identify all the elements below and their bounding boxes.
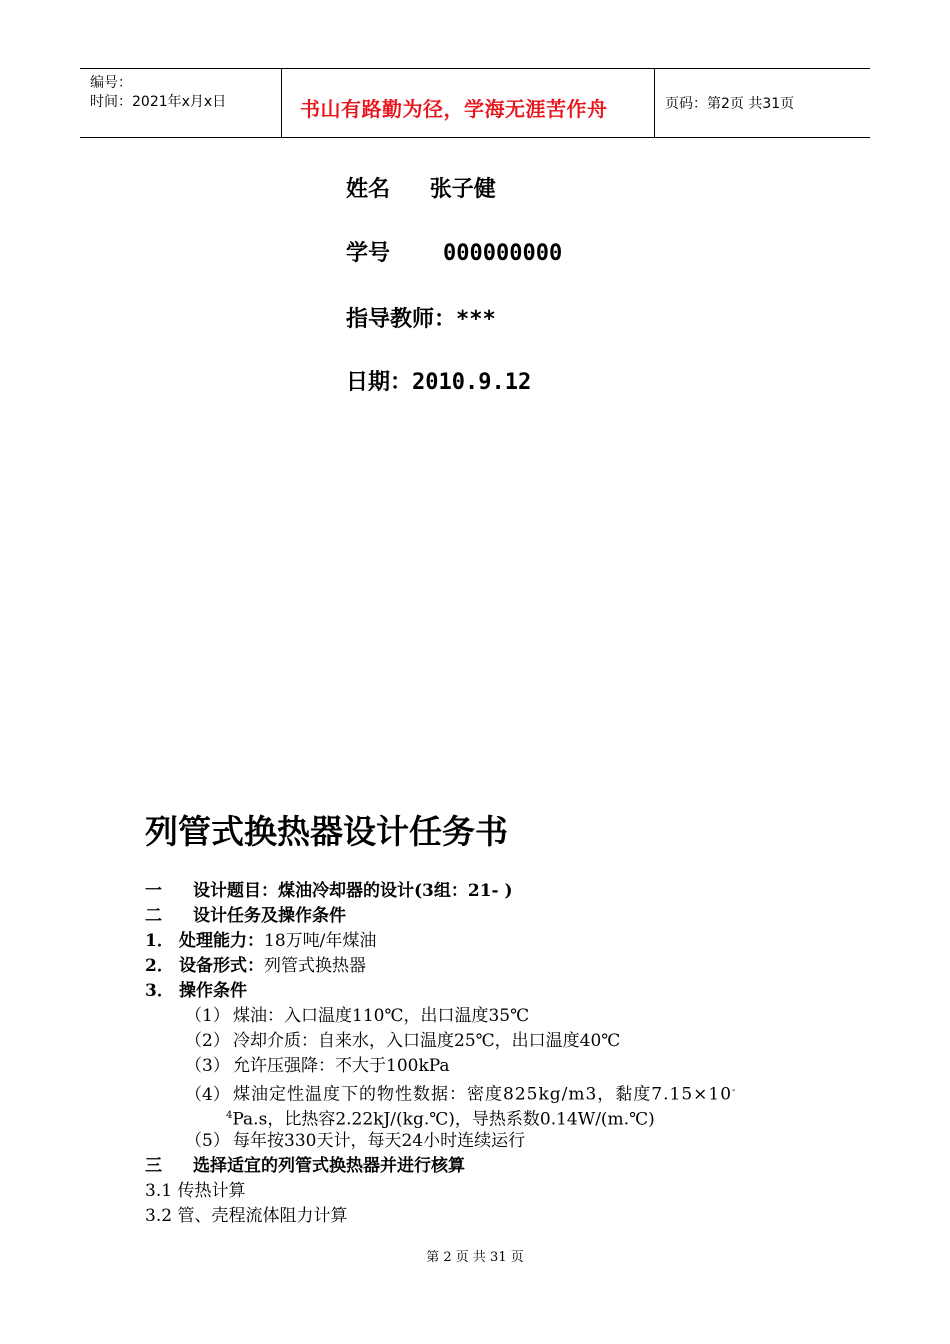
condition-2: （2） 冷却介质：自来水，入口温度25℃，出口温度40℃ <box>185 1031 621 1051</box>
header-page-info: 页码：第2页 共31页 <box>665 96 795 112</box>
condition-4-continued: $^4$Pa.s，比热容2.22kJ/(kg.℃)，导热系数0.14W/(m.℃) <box>226 1109 655 1130</box>
name-value: 张子健 <box>429 177 496 202</box>
condition-5: （5） 每年按330天计，每天24小时连续运行 <box>185 1131 526 1151</box>
item-3: 3． 操作条件 <box>145 981 247 1001</box>
section-3: 三 选择适宜的列管式换热器并进行核算 <box>145 1156 465 1176</box>
time-label: 时间：2021年x月x日 <box>90 94 227 110</box>
advisor-row <box>346 302 496 333</box>
number-label: 编号： <box>90 75 132 91</box>
motto: 书山有路勤为径，学海无涯苦作舟 <box>300 97 608 121</box>
condition-1: （1） 煤油：入口温度110℃，出口温度35℃ <box>185 1006 530 1026</box>
section-2: 二 设计任务及操作条件 <box>145 906 346 926</box>
id-label: 学号 <box>346 241 391 266</box>
name-label: 姓名 <box>346 177 391 202</box>
page-footer: 第 2 页 共 31 页 <box>426 1250 524 1265</box>
advisor-label: 指导教师： <box>346 307 457 332</box>
date-value: 2010.9.12 <box>412 370 532 395</box>
item-2: 2． 设备形式：列管式换热器 <box>145 956 366 976</box>
condition-3: （3） 允许压强降：不大于100kPa <box>185 1056 450 1076</box>
subsection-3-2: 3.2 管、壳程流体阻力计算 <box>145 1206 348 1226</box>
name-row <box>346 172 496 203</box>
id-row <box>346 236 562 267</box>
section-1: 一 设计题目：煤油冷却器的设计(3组：21- ) <box>145 881 513 901</box>
item-1: 1． 处理能力：18万吨/年煤油 <box>145 931 377 951</box>
date-label: 日期： <box>346 370 413 395</box>
date-row <box>346 365 531 396</box>
header-motto-cell <box>282 69 655 137</box>
subsection-3-1: 3.1 传热计算 <box>145 1181 246 1201</box>
advisor-value: *** <box>456 307 496 332</box>
condition-4: （4） 煤油定性温度下的物性数据：密度825kg/m3，黏度7.15×10- <box>185 1084 737 1105</box>
page-header <box>80 68 870 138</box>
id-value: 000000000 <box>443 241 563 266</box>
document-title: 列管式换热器设计任务书 <box>145 812 508 851</box>
header-meta-cell <box>80 69 282 137</box>
